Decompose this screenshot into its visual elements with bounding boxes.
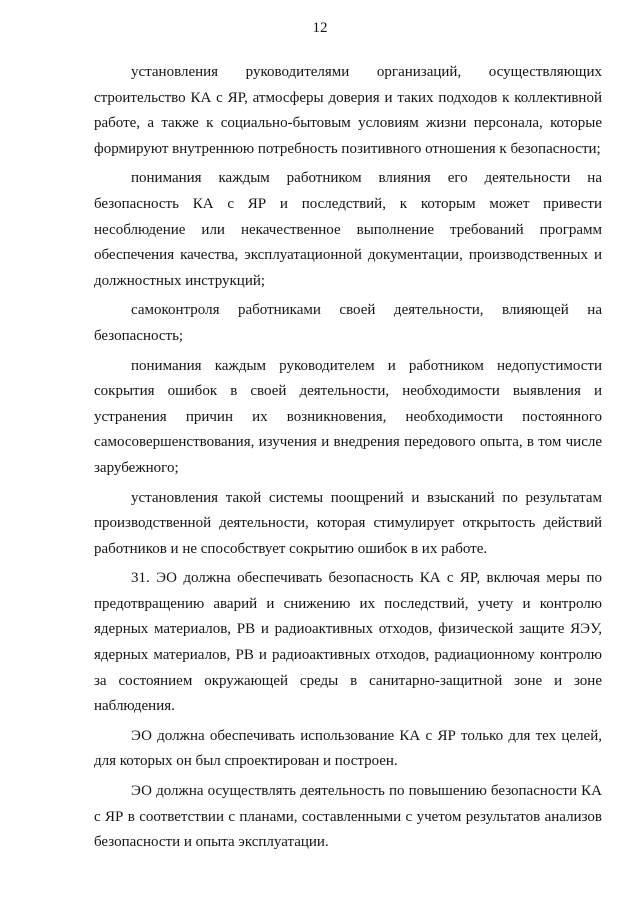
paragraph-safety-culture-trust: установления руководителями организаций, осуществляющих строительство КА с ЯР, атмосферы доверия и таких подходов к коллективной работе, а также к социально-бытовым условиям жизни персонала, которые формируют внутреннюю потребность позитивного отношения к безопасности; [94,64,602,157]
paragraph-clause-31: 31. ЭО должна обеспечивать безопасность КА с ЯР, включая меры по предотвращению аварий и снижению их последствий, учету и контролю ядерных материалов, РВ и радиоактивных отходов, физической защите ЯЭУ, ядерных материалов, РВ и радиоактивных отходов, радиационному контролю за состоянием окружающей среды в санитарно-защитной зоне и зоне наблюдения. [94,570,602,715]
document-body [94,60,602,860]
paragraph-self-control: самоконтроля работниками своей деятельности, влияющей на безопасность; [94,302,602,344]
paragraph-intended-use: ЭО должна обеспечивать использование КА с ЯР только для тех целей, для которых он был спроектирован и построен. [94,727,602,770]
paragraph-error-concealment: понимания каждым руководителем и работником недопустимости сокрытия ошибок в своей деятельности, необходимости выявления и устранения причин их возникновения, необходимости постоянного самосовершенствования, изучения и внедрения передового опыта, в том числе зарубежного; [94,357,602,476]
paragraph-safety-improvement: ЭО должна осуществлять деятельность по повышению безопасности КА с ЯР в соответствии с планами, составленными с учетом результатов анализов безопасности и опыта эксплуатации. [94,783,602,851]
page-number: 12 [312,20,328,36]
paragraph-incentive-system: установления такой системы поощрений и взысканий по результатам производственной деятельности, которая стимулирует открытость действий работников и не способствует сокрытию ошибок в их работе. [94,489,602,557]
paragraph-understanding-influence: понимания каждым работником влияния его деятельности на безопасность КА с ЯР и последствий, к которым может привести несоблюдение или некачественное выполнение требований программ обеспечения качества, эксплуатационной документации, производственных и должностных инструкций; [94,170,602,289]
